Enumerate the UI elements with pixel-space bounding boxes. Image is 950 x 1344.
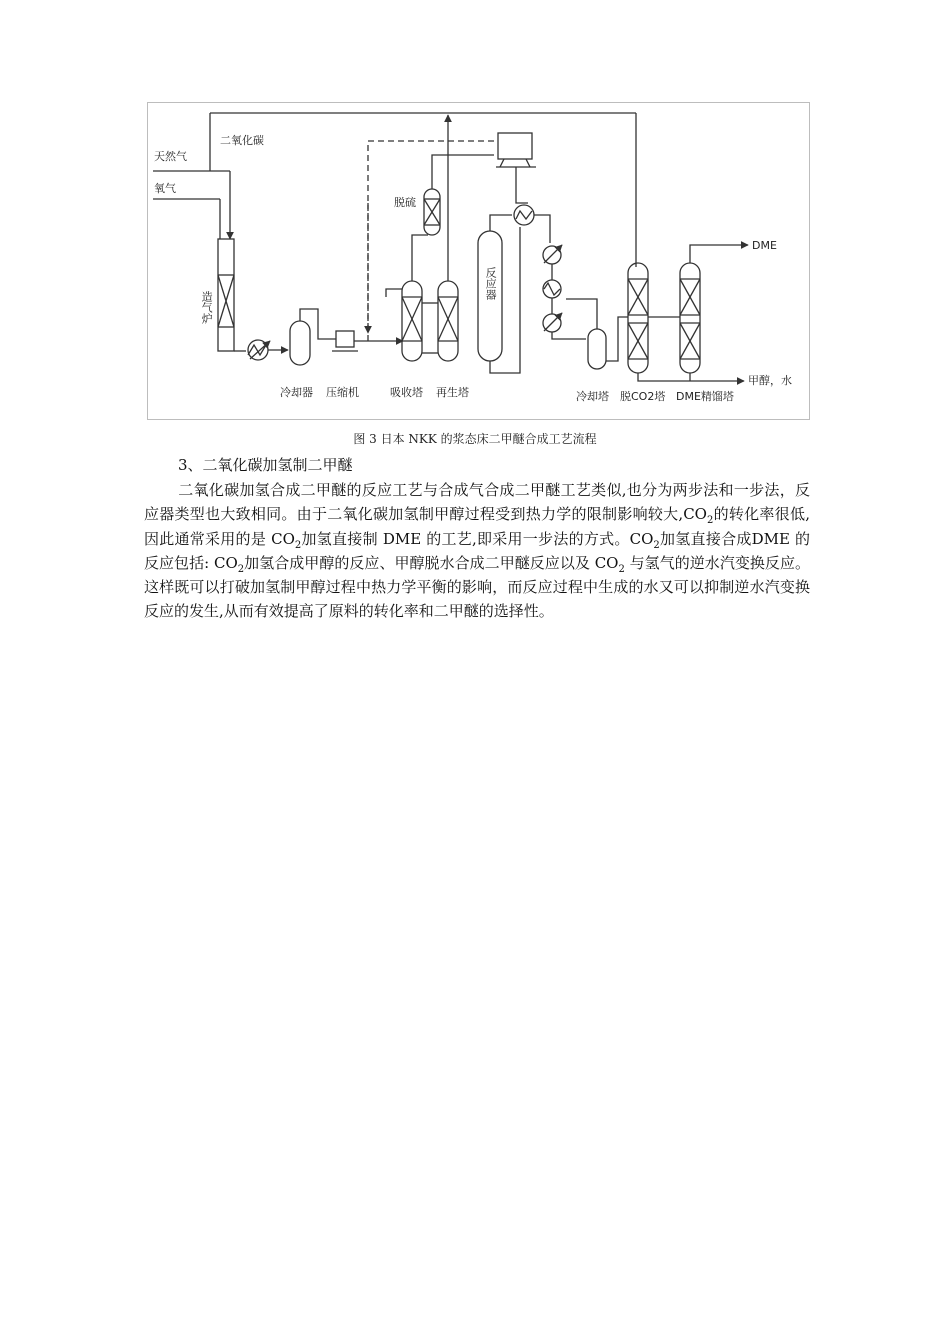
body-paragraph	[144, 478, 810, 624]
label-absorber: 吸收塔	[390, 386, 423, 399]
co2-formula: $CO_2$	[683, 505, 714, 527]
absorber-column	[402, 281, 422, 361]
process-flow-figure	[147, 102, 810, 420]
para-text-3: 加氢直接制 DME 的工艺,即采用一步法的方式。	[301, 529, 630, 548]
label-co2: 二氧化碳	[220, 134, 264, 147]
label-cooling-tower: 冷却塔	[576, 390, 609, 403]
label-deco2-tower: 脱CO2塔	[620, 390, 666, 403]
label-methanol-water: 甲醇，水	[748, 374, 792, 387]
label-regenerator: 再生塔	[436, 386, 469, 399]
para-text-5: 加氢合成甲醇的反应、甲醇脱水合成二甲醚反应以及	[244, 553, 590, 572]
co2-formula: $CO_2$	[594, 553, 625, 575]
heat-exchanger-2	[514, 205, 534, 225]
label-cooler: 冷却器	[280, 386, 313, 399]
para-text-2: 的转化率很低,因此通常采用的是	[144, 505, 810, 548]
figure-caption: 图 3 日本 NKK 的浆态床二甲醚合成工艺流程	[353, 432, 597, 446]
cooling-tower-vessel	[588, 329, 606, 369]
deco2-tower	[628, 263, 648, 373]
cooler-vessel	[290, 321, 310, 365]
co2-formula: $CO_2$	[271, 529, 302, 551]
regenerator-column	[438, 281, 458, 361]
para-text-1: 二氧化碳加氢合成二甲醚的反应工艺与合成气合成二甲醚工艺类似,也分为两步法和一步法，反应器类型也大致相同。由于二氧化碳加氢制甲醇过程受到热力学的限制影响较大,	[144, 481, 810, 524]
gasifier-unit	[218, 239, 234, 351]
para-text-6: 与氢气的逆水汽变换反应。这样既可以打破加氢制甲醇过程中热力学平衡的影响，而反应过程中生成的水又可以抑制逆水汽变换反应的发生,从而有效提高了原料的转化率和二甲醚的选择性。	[144, 553, 810, 621]
label-dme: DME	[752, 239, 777, 252]
para-text-4: 加氢直接合成DME 的反应包括:	[144, 529, 810, 572]
label-dme-tower: DME精馏塔	[676, 390, 734, 403]
recycle-compressor	[496, 133, 536, 167]
label-gasifier: 造气炉	[200, 291, 214, 324]
heat-exchanger-4	[543, 280, 561, 298]
label-desulfur: 脱硫	[394, 196, 416, 209]
label-oxygen: 氧气	[154, 182, 176, 195]
label-reactor: 反应器	[484, 267, 498, 300]
section-heading: 3、二氧化碳加氢制二甲醚	[178, 456, 353, 474]
label-natural-gas: 天然气	[154, 150, 187, 163]
dme-distillation-tower	[680, 263, 700, 373]
co2-formula: $CO_2$	[629, 529, 660, 551]
co2-formula: $CO_2$	[214, 553, 245, 575]
process-flow-diagram	[148, 103, 811, 421]
desulfurizer-vessel	[424, 189, 440, 235]
label-compressor: 压缩机	[326, 386, 359, 399]
